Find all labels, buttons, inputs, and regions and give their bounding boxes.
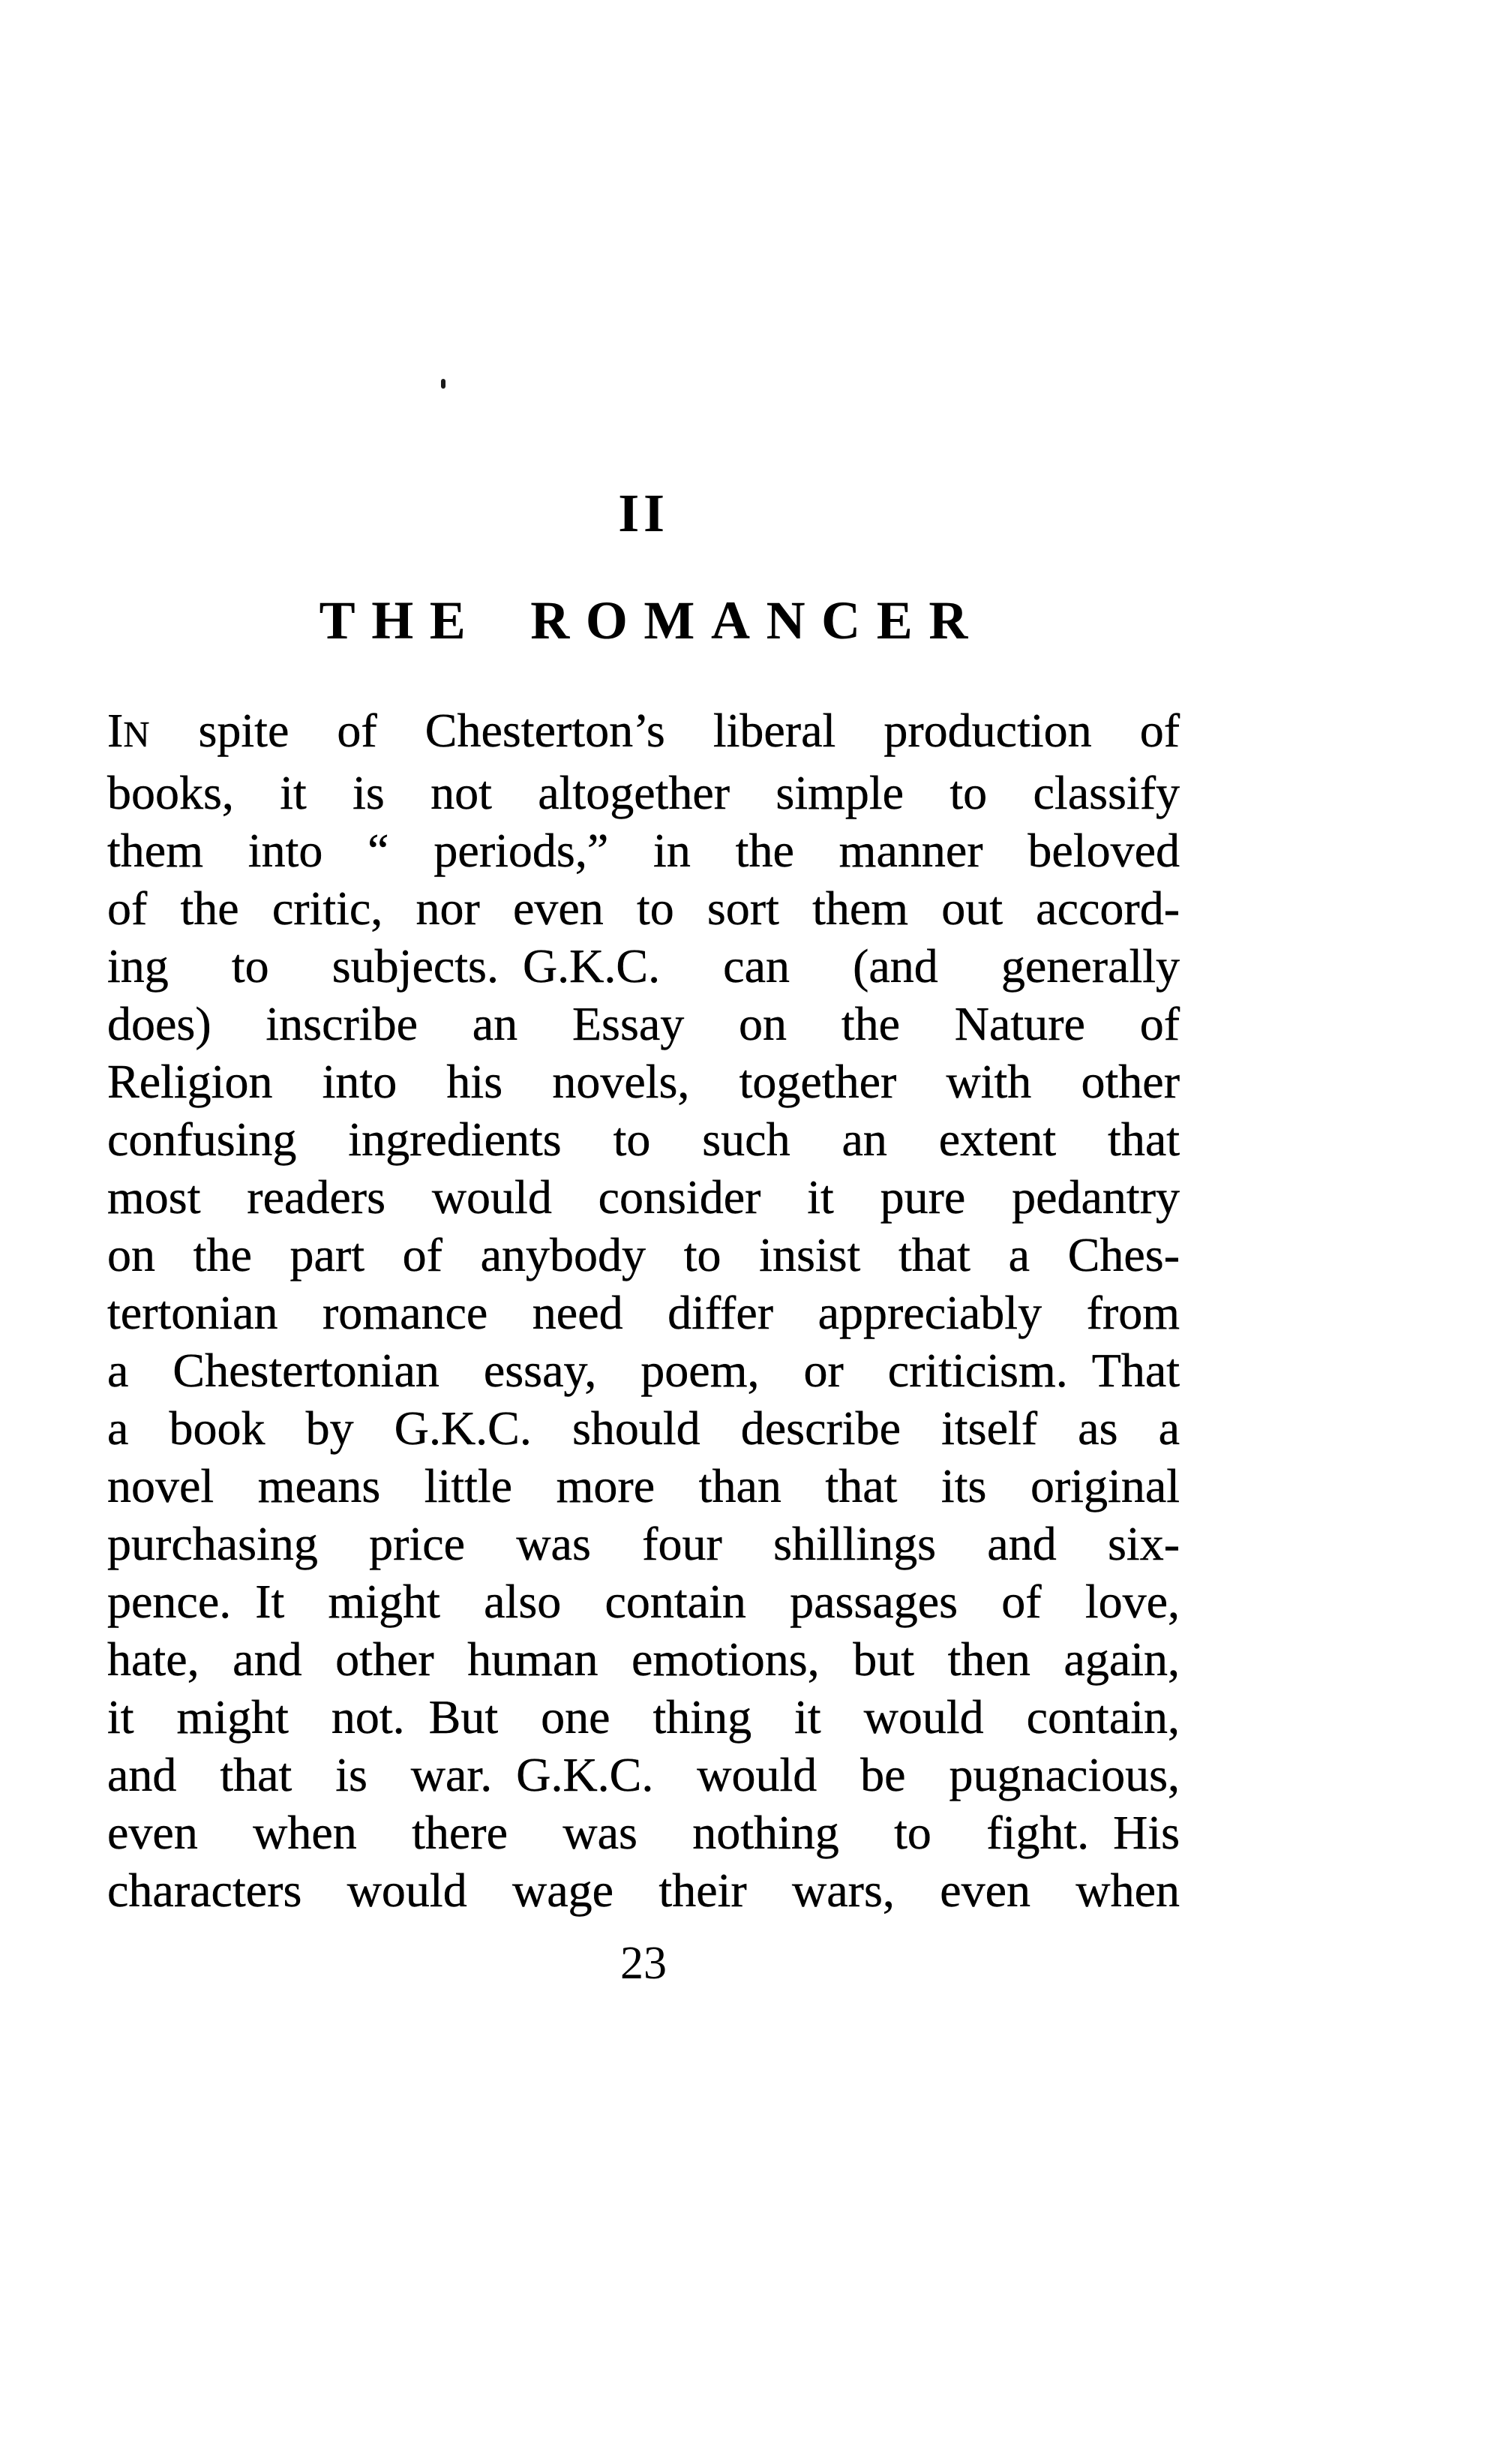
body-line: hate, and other human emotions, but then again, bbox=[107, 1633, 1180, 1686]
body-line: does) inscribe an Essay on the Nature of bbox=[107, 997, 1180, 1050]
lead-capital: I bbox=[107, 704, 124, 757]
body-line: a Chestertonian essay, poem, or criticism. That bbox=[107, 1344, 1180, 1397]
page-number: 23 bbox=[620, 1938, 667, 1989]
body-line: novel means little more than that its original bbox=[107, 1459, 1180, 1512]
body-line: Religion into his novels, together with other bbox=[107, 1055, 1180, 1108]
body-line: tertonian romance need differ appreciably from bbox=[107, 1286, 1180, 1339]
chapter-number: II bbox=[618, 483, 669, 543]
body-line: purchasing price was four shillings and six- bbox=[107, 1517, 1180, 1570]
body-line: even when there was nothing to fight. His bbox=[107, 1806, 1180, 1859]
body-line: them into “ periods,” in the manner beloved bbox=[107, 824, 1180, 877]
body-line: books, it is not altogether simple to classify bbox=[107, 766, 1180, 819]
body-text bbox=[107, 701, 1180, 1919]
chapter-title: THE ROMANCER bbox=[319, 590, 984, 650]
body-line: on the part of anybody to insist that a Ches- bbox=[107, 1228, 1180, 1281]
print-speck bbox=[441, 379, 446, 389]
body-line: it might not. But one thing it would contain, bbox=[107, 1690, 1180, 1744]
body-line: a book by G.K.C. should describe itself as a bbox=[107, 1401, 1180, 1455]
lead-smallcaps: N bbox=[123, 714, 151, 755]
body-line: pence. It might also contain passages of love, bbox=[107, 1575, 1180, 1628]
body-line: confusing ingredients to such an extent that bbox=[107, 1113, 1180, 1166]
body-line: of the critic, nor even to sort them out accord- bbox=[107, 882, 1180, 935]
body-line: IN spite of Chesterton’s liberal production of bbox=[107, 704, 1180, 757]
body-line: ing to subjects. G.K.C. can (and generally bbox=[107, 939, 1180, 993]
body-line: and that is war. G.K.C. would be pugnacious, bbox=[107, 1748, 1180, 1801]
body-line: most readers would consider it pure pedantry bbox=[107, 1170, 1180, 1224]
body-line: characters would wage their wars, even when bbox=[107, 1864, 1180, 1917]
